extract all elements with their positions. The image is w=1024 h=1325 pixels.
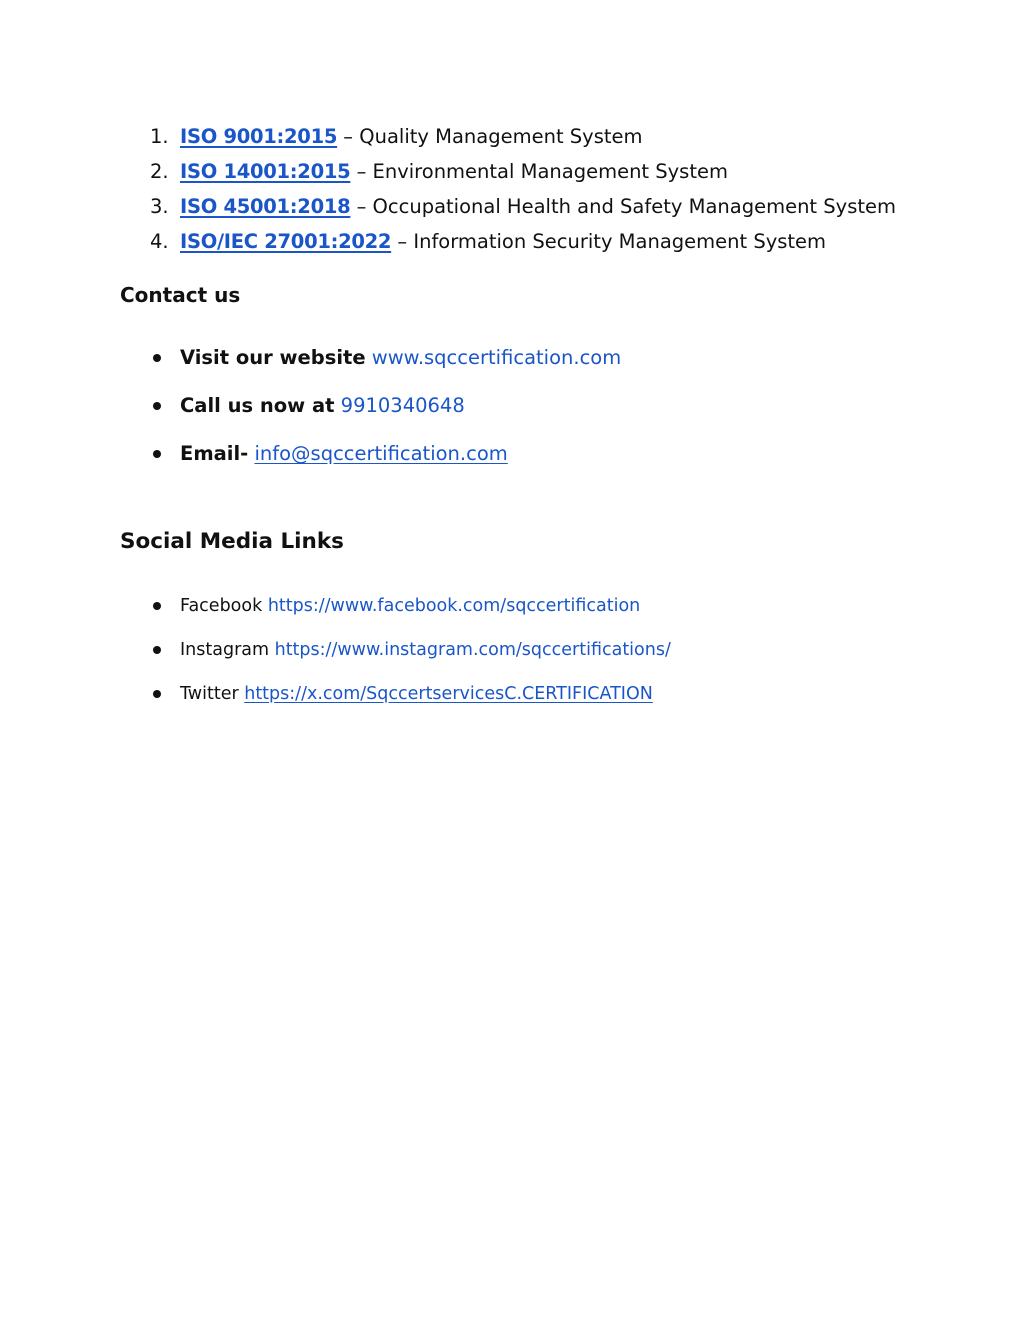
contact-list [120,334,980,478]
facebook-label: Facebook [180,596,263,616]
bullet-icon [153,402,161,410]
list-item [120,430,980,478]
list-item [120,382,980,430]
list-number: 3. [150,195,169,218]
list-item [120,154,980,189]
iso-iec-27001-link[interactable]: ISO/IEC 27001:2022 [180,230,392,253]
website-label: Visit our website [180,346,366,369]
bullet-icon [153,354,161,362]
email-link[interactable]: info@sqccertification.com [254,442,508,465]
facebook-link[interactable]: https://www.facebook.com/sqccertification [267,596,641,616]
iso-9001-link[interactable]: ISO 9001:2015 [180,125,338,148]
contact-heading: Contact us [120,283,241,307]
list-item [120,189,980,224]
bullet-icon [153,602,161,610]
list-number: 1. [150,125,169,148]
phone-label: Call us now at [180,394,335,417]
twitter-link[interactable]: https://x.com/SqccertservicesC.CERTIFICATION [244,684,653,704]
phone-link[interactable]: 9910340648 [340,394,465,417]
website-link[interactable]: www.sqccertification.com [371,346,622,369]
list-item [120,628,980,672]
iso-standards-list [120,119,980,259]
instagram-label: Instagram [180,640,270,660]
iso-45001-link[interactable]: ISO 45001:2018 [180,195,351,218]
email-label: Email- [180,442,249,465]
twitter-label: Twitter [180,684,239,704]
list-number: 4. [150,230,169,253]
list-item [120,584,980,628]
list-item-description: – Information Security Management System [391,230,827,253]
list-item [120,334,980,382]
instagram-link[interactable]: https://www.instagram.com/sqccertifications/ [274,640,671,660]
list-item-description: – Quality Management System [337,125,643,148]
bullet-icon [153,450,161,458]
list-item-description: – Environmental Management System [350,160,728,183]
social-media-list [120,584,980,716]
list-item [120,672,980,716]
list-item [120,224,980,259]
iso-14001-link[interactable]: ISO 14001:2015 [180,160,351,183]
social-media-heading: Social Media Links [120,529,344,554]
bullet-icon [153,690,161,698]
bullet-icon [153,646,161,654]
list-number: 2. [150,160,169,183]
list-item-description: – Occupational Health and Safety Management System [350,195,896,218]
list-item [120,119,980,154]
